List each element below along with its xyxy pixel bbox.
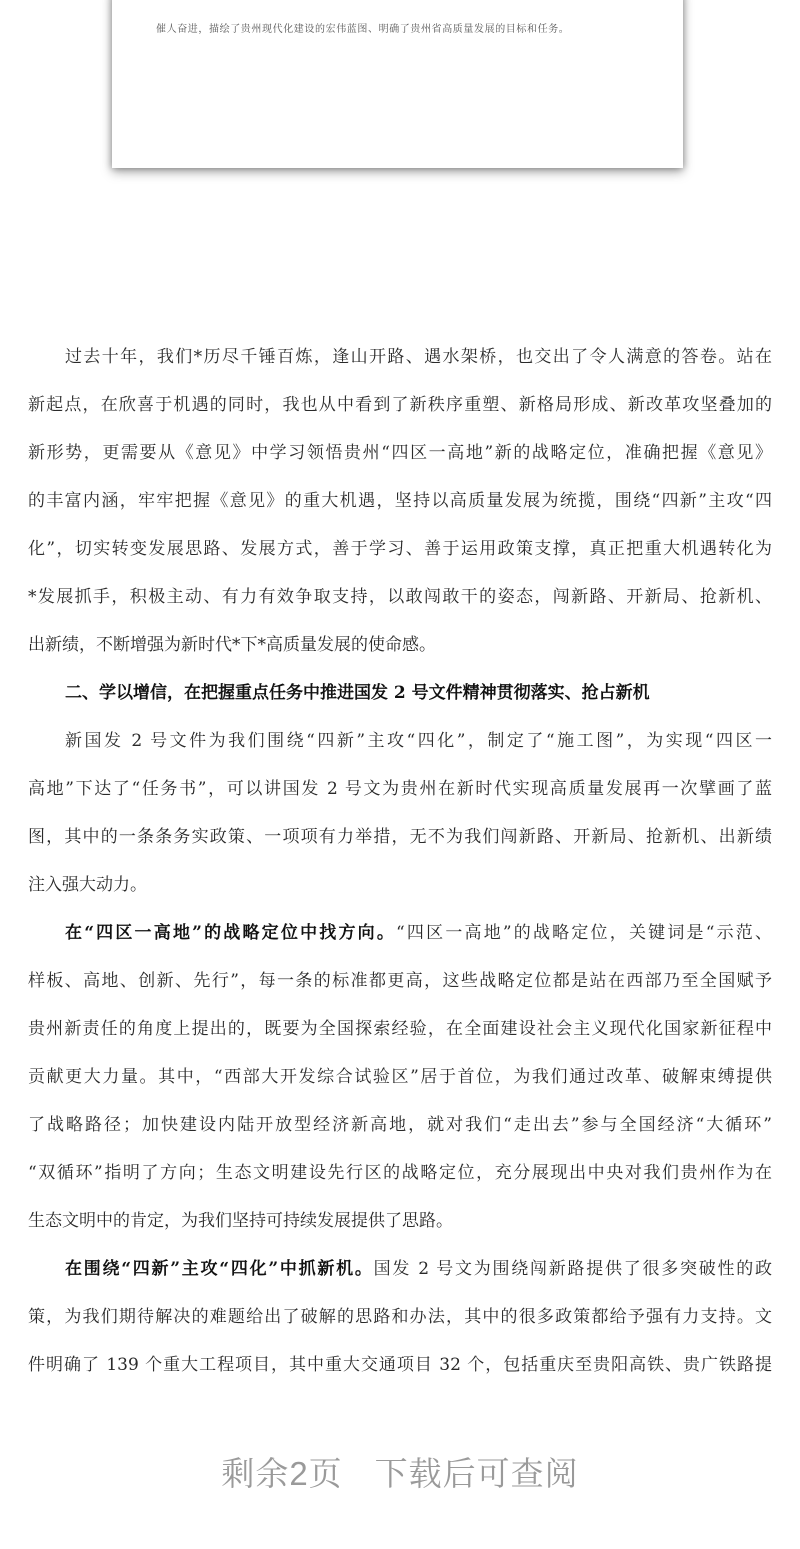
- text-line: [28, 813, 772, 861]
- text-line: [28, 621, 772, 669]
- line-text: 新形势，更需要从《意见》中学习领悟贵州“四区一高地”新的战略定位，准确把握《意见》: [28, 443, 772, 463]
- text-line: [28, 669, 772, 717]
- line-text: 图，其中的一条条务实政策、一项项有力举措，无不为我们闯新路、开新局、抢新机、出新绩: [28, 827, 772, 847]
- line-text: “双循环”指明了方向；生态文明建设先行区的战略定位，充分展现出中央对我们贵州作为在: [28, 1163, 772, 1183]
- text-line: [28, 1245, 772, 1293]
- line-text: 注入强大动力。: [28, 875, 147, 895]
- line-text: 出新绩，不断增强为新时代*下*高质量发展的使命感。: [28, 635, 436, 655]
- line-text: 贵州新责任的角度上提出的，既要为全国探索经验，在全面建设社会主义现代化国家新征程中: [28, 1019, 772, 1039]
- text-line: [28, 1053, 772, 1101]
- text-line: [28, 717, 772, 765]
- line-text: 化”，切实转变发展思路、发展方式，善于学习、善于运用政策支撑，真正把重大机遇转化为: [28, 539, 772, 559]
- text-line: [28, 573, 772, 621]
- text-line: [28, 477, 772, 525]
- line-text: 生态文明中的肯定，为我们坚持可持续发展提供了思路。: [28, 1211, 453, 1231]
- bold-lead-text: 在围绕“四新”主攻“四化”中抓新机。: [65, 1259, 374, 1279]
- text-line: [28, 1101, 772, 1149]
- text-line: [28, 333, 772, 381]
- bold-lead-text: 二、学以增信，在把握重点任务中推进国发 2 号文件精神贯彻落实、抢占新机: [65, 683, 650, 703]
- line-text: 件明确了 139 个重大工程项目，其中重大交通项目 32 个，包括重庆至贵阳高铁、贵广铁路提: [28, 1355, 772, 1375]
- download-hint-label: 下载后可查阅: [374, 1455, 579, 1492]
- line-text: 贡献更大力量。其中，“西部大开发综合试验区”居于首位，为我们通过改革、破解束缚提供: [28, 1067, 772, 1087]
- line-text: *发展抓手，积极主动、有力有效争取支持，以敢闯敢干的姿态，闯新路、开新局、抢新机、: [28, 587, 772, 607]
- text-line: [28, 861, 772, 909]
- preview-card-text: 催人奋进，描绘了贵州现代化建设的宏伟蓝图、明确了贵州省高质量发展的目标和任务。: [156, 24, 570, 35]
- text-line: [28, 765, 772, 813]
- text-line: [28, 429, 772, 477]
- document-body: [28, 333, 772, 1389]
- bold-lead-text: 在“四区一高地”的战略定位中找方向。: [65, 923, 397, 943]
- line-text: 新国发 2 号文件为我们围绕“四新”主攻“四化”，制定了“施工图”，为实现“四区一: [65, 731, 772, 751]
- preview-page-card: [112, 0, 683, 168]
- download-banner[interactable]: [0, 1448, 800, 1495]
- text-line: [28, 1005, 772, 1053]
- line-text: 高地”下达了“任务书”，可以讲国发 2 号文为贵州在新时代实现高质量发展再一次擘画了蓝: [28, 779, 772, 799]
- text-line: [28, 1293, 772, 1341]
- line-text: 新起点，在欣喜于机遇的同时，我也从中看到了新秩序重塑、新格局形成、新改革攻坚叠加的: [28, 395, 772, 415]
- line-text: 国发 2 号文为围绕闯新路提供了很多突破性的政: [373, 1259, 772, 1279]
- text-line: [28, 1197, 772, 1245]
- text-line: [28, 1149, 772, 1197]
- text-line: [28, 381, 772, 429]
- line-text: 了战略路径；加快建设内陆开放型经济新高地，就对我们“走出去”参与全国经济“大循环”: [28, 1115, 772, 1135]
- text-line: [28, 909, 772, 957]
- text-line: [28, 1341, 772, 1389]
- line-text: “四区一高地”的战略定位，关键词是“示范、: [396, 923, 772, 943]
- text-line: [28, 957, 772, 1005]
- line-text: 策，为我们期待解决的难题给出了破解的思路和办法，其中的很多政策都给予强有力支持。文: [28, 1307, 772, 1327]
- line-text: 过去十年，我们*历尽千锤百炼，逢山开路、遇水架桥，也交出了令人满意的答卷。站在: [65, 347, 772, 367]
- line-text: 的丰富内涵，牢牢把握《意见》的重大机遇，坚持以高质量发展为统揽，围绕“四新”主攻“四: [28, 491, 772, 511]
- remaining-pages-label: 剩余2页: [221, 1455, 343, 1492]
- text-line: [28, 525, 772, 573]
- line-text: 样板、高地、创新、先行”，每一条的标准都更高，这些战略定位都是站在西部乃至全国赋予: [28, 971, 772, 991]
